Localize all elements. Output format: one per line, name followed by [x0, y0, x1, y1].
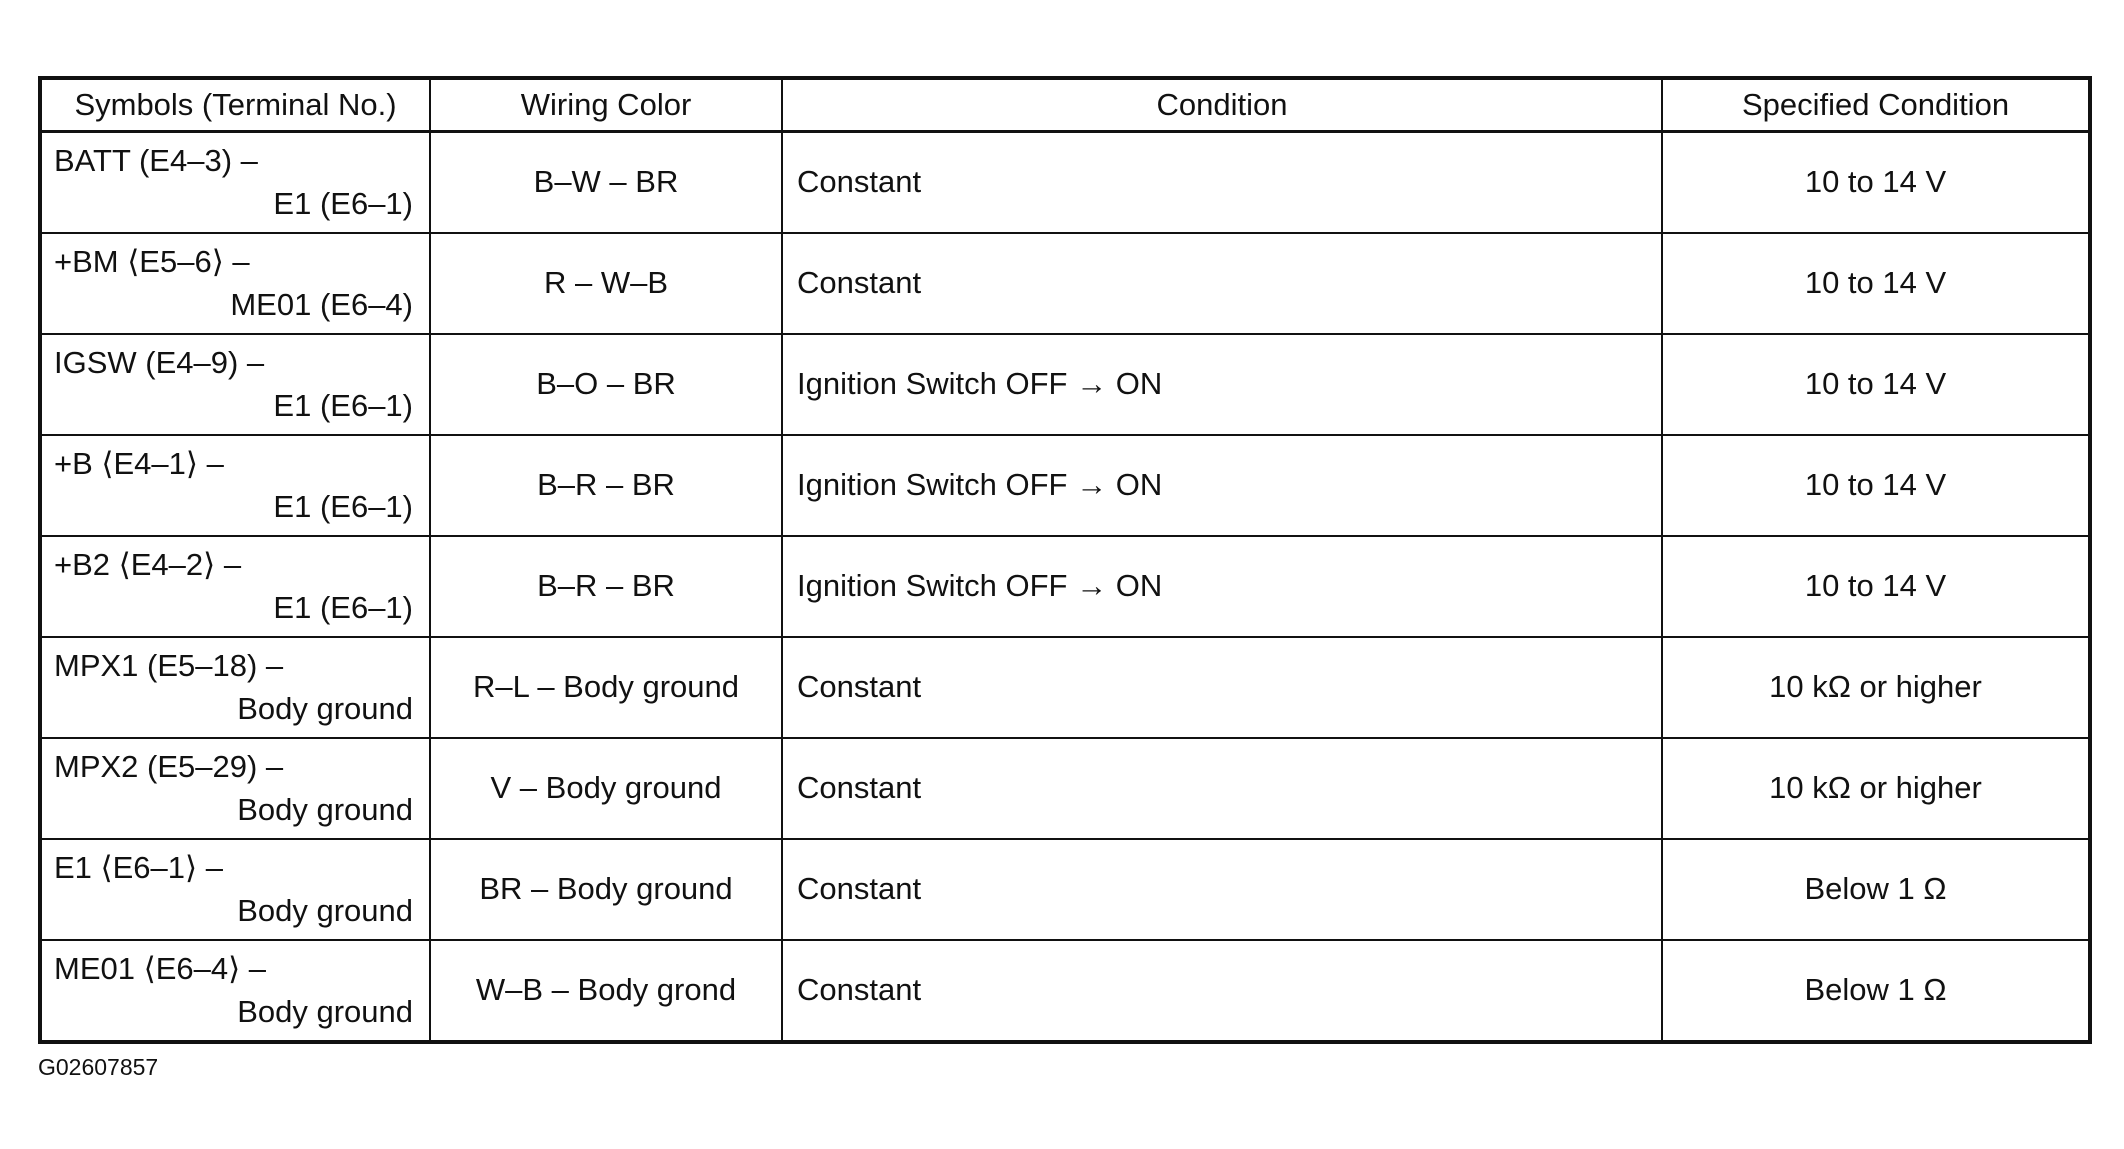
condition-cell: Constant	[782, 839, 1662, 940]
table-row	[40, 334, 2090, 435]
symbol-cell	[40, 738, 430, 839]
header-symbols: Symbols (Terminal No.)	[40, 78, 430, 132]
symbol-ground-terminal: Body ground	[237, 993, 413, 1029]
condition-cell: Constant	[782, 132, 1662, 234]
header-condition: Condition	[782, 78, 1662, 132]
condition-cell: Constant	[782, 637, 1662, 738]
symbol-ground-terminal: Body ground	[237, 791, 413, 827]
table-header	[40, 78, 2090, 132]
wiring-color-cell: R–L – Body ground	[430, 637, 782, 738]
specified-condition-cell: Below 1 Ω	[1662, 940, 2090, 1042]
symbol-terminal: E1 ⟨E6–1⟩ –	[54, 850, 223, 886]
symbol-terminal: ME01 ⟨E6–4⟩ –	[54, 951, 267, 987]
table-row	[40, 940, 2090, 1042]
specified-condition-cell: 10 to 14 V	[1662, 132, 2090, 234]
symbol-cell	[40, 637, 430, 738]
table-row	[40, 435, 2090, 536]
table-row	[40, 839, 2090, 940]
wiring-color-cell: R – W–B	[430, 233, 782, 334]
specified-condition-cell: 10 to 14 V	[1662, 536, 2090, 637]
table-row	[40, 233, 2090, 334]
symbol-terminal: IGSW (E4–9) –	[54, 345, 265, 381]
symbol-cell	[40, 233, 430, 334]
specified-condition-cell: Below 1 Ω	[1662, 839, 2090, 940]
symbol-ground-terminal: ME01 (E6–4)	[230, 286, 413, 322]
specified-condition-cell: 10 to 14 V	[1662, 334, 2090, 435]
specified-condition-cell: 10 kΩ or higher	[1662, 637, 2090, 738]
wiring-color-cell: B–R – BR	[430, 536, 782, 637]
table-row	[40, 738, 2090, 839]
symbol-cell	[40, 536, 430, 637]
specified-condition-cell: 10 to 14 V	[1662, 233, 2090, 334]
specified-condition-cell: 10 to 14 V	[1662, 435, 2090, 536]
condition-cell: Ignition Switch OFF → ON	[782, 334, 1662, 435]
condition-cell: Ignition Switch OFF → ON	[782, 435, 1662, 536]
symbol-terminal: +B2 ⟨E4–2⟩ –	[54, 547, 242, 583]
symbol-ground-terminal: E1 (E6–1)	[273, 488, 413, 524]
wiring-color-cell: B–R – BR	[430, 435, 782, 536]
condition-cell: Constant	[782, 738, 1662, 839]
symbol-terminal: MPX1 (E5–18) –	[54, 648, 284, 684]
condition-cell: Ignition Switch OFF → ON	[782, 536, 1662, 637]
symbol-terminal: MPX2 (E5–29) –	[54, 749, 284, 785]
condition-cell: Constant	[782, 940, 1662, 1042]
symbol-ground-terminal: E1 (E6–1)	[273, 589, 413, 625]
wiring-color-cell: B–O – BR	[430, 334, 782, 435]
symbol-cell	[40, 334, 430, 435]
table-row	[40, 637, 2090, 738]
condition-cell: Constant	[782, 233, 1662, 334]
symbol-ground-terminal: Body ground	[237, 690, 413, 726]
symbol-terminal: +BM ⟨E5–6⟩ –	[54, 244, 250, 280]
header-row	[40, 78, 2090, 132]
specification-table	[38, 76, 2092, 1044]
symbol-ground-terminal: E1 (E6–1)	[273, 387, 413, 423]
symbol-ground-terminal: Body ground	[237, 892, 413, 928]
symbol-cell	[40, 940, 430, 1042]
table-row	[40, 132, 2090, 234]
wiring-color-cell: BR – Body ground	[430, 839, 782, 940]
wiring-color-cell: V – Body ground	[430, 738, 782, 839]
table-row	[40, 536, 2090, 637]
symbol-terminal: BATT (E4–3) –	[54, 143, 258, 179]
header-wiring-color: Wiring Color	[430, 78, 782, 132]
symbol-ground-terminal: E1 (E6–1)	[273, 185, 413, 221]
symbol-cell	[40, 435, 430, 536]
table-body	[40, 132, 2090, 1043]
specified-condition-cell: 10 kΩ or higher	[1662, 738, 2090, 839]
figure-id: G02607857	[38, 1054, 159, 1080]
wiring-color-cell: B–W – BR	[430, 132, 782, 234]
symbol-terminal: +B ⟨E4–1⟩ –	[54, 446, 224, 482]
symbol-cell	[40, 132, 430, 234]
symbol-cell	[40, 839, 430, 940]
wiring-color-cell: W–B – Body grond	[430, 940, 782, 1042]
header-specified-condition: Specified Condition	[1662, 78, 2090, 132]
